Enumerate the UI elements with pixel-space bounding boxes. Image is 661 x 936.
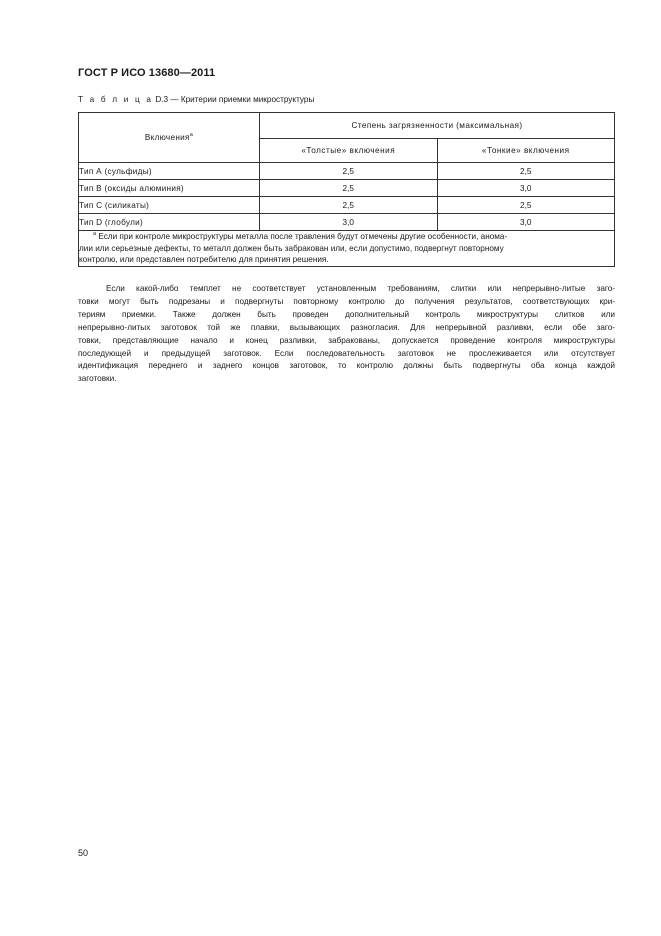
row-thick-value: 2,5 <box>260 180 438 197</box>
table-row <box>79 197 615 214</box>
table-caption <box>78 95 314 104</box>
row-type-label: Тип А (сульфиды) <box>79 163 260 180</box>
row-type-label: Тип В (оксиды алюминия) <box>79 180 260 197</box>
paragraph-line: непрерывно-литых заготовок той же плавки, вызывающих разногласия. Для непрерывной разливки, если обе заго- <box>78 322 615 332</box>
table-row <box>79 163 615 180</box>
header-thin-inclusions: «Тонкие» включения <box>437 138 615 163</box>
footnote-marker: a <box>189 132 194 138</box>
row-thick-value: 2,5 <box>260 163 438 180</box>
table-row <box>79 180 615 197</box>
header-inclusions <box>79 113 260 163</box>
row-thin-value: 3,0 <box>437 214 615 231</box>
footnote-marker: a <box>93 231 97 237</box>
document-standard-id: ГОСТ Р ИСО 13680—2011 <box>78 67 216 79</box>
table-header-row <box>79 113 615 139</box>
row-thin-value: 3,0 <box>437 180 615 197</box>
footnote-line: лии или серьезные дефекты, то металл должен быть забракован или, если допустимо, подвергнут повторному <box>79 243 504 253</box>
page-number: 50 <box>78 848 89 858</box>
row-type-label: Тип D (глобули) <box>79 214 260 231</box>
paragraph-line: териям приемки. Также должен быть проведен дополнительный контроль микроструктуры слитков или <box>78 309 615 319</box>
footnote-line <box>79 231 614 243</box>
paragraph-line: идентификация переднего и заднего концов заготовок, то контролю должны быть подвергнуты оба конца каждой <box>78 361 615 371</box>
table-footnote-row <box>79 231 615 267</box>
paragraph-line: последующей и предыдущей заготовок. Если последовательность заготовок не прослеживается или отсутствует <box>78 348 615 358</box>
header-inclusions-label: Включения <box>144 133 190 142</box>
table-row <box>79 214 615 231</box>
row-thick-value: 3,0 <box>260 214 438 231</box>
table-caption-title: D.3 — Критерии приемки микроструктуры <box>153 95 315 104</box>
paragraph-line: товки могут быть подрезаны и подвергнуты повторному контролю до получения результатов, соответствующих кри- <box>78 296 615 306</box>
header-thick-inclusions: «Толстые» включения <box>260 138 438 163</box>
header-contamination-degree: Степень загрязненности (максимальная) <box>260 113 615 139</box>
paragraph-line: заготовки. <box>78 374 117 384</box>
row-thin-value: 2,5 <box>437 163 615 180</box>
paragraph-line: Если какой-либо темплет не соответствует установленным требованиям, слитки или непрерывно-литые заго- <box>106 284 615 293</box>
body-paragraph <box>78 283 615 386</box>
row-thin-value: 2,5 <box>437 197 615 214</box>
row-thick-value: 2,5 <box>260 197 438 214</box>
acceptance-criteria-table <box>78 112 615 267</box>
footnote-line-text: Если при контроле микроструктуры металла после травления будут отмечены другие особенности, анома- <box>98 232 508 241</box>
row-type-label: Тип С (силикаты) <box>79 197 260 214</box>
table-caption-prefix: Т а б л и ц а <box>78 95 154 104</box>
footnote-line: контролю, или представлен потребителю для принятия решения. <box>79 255 329 265</box>
paragraph-line: товки, представляющие начало и конец разливки, забракованы, допускается проведение контроля микроструктуры <box>78 335 615 345</box>
table-footnote <box>79 231 615 267</box>
